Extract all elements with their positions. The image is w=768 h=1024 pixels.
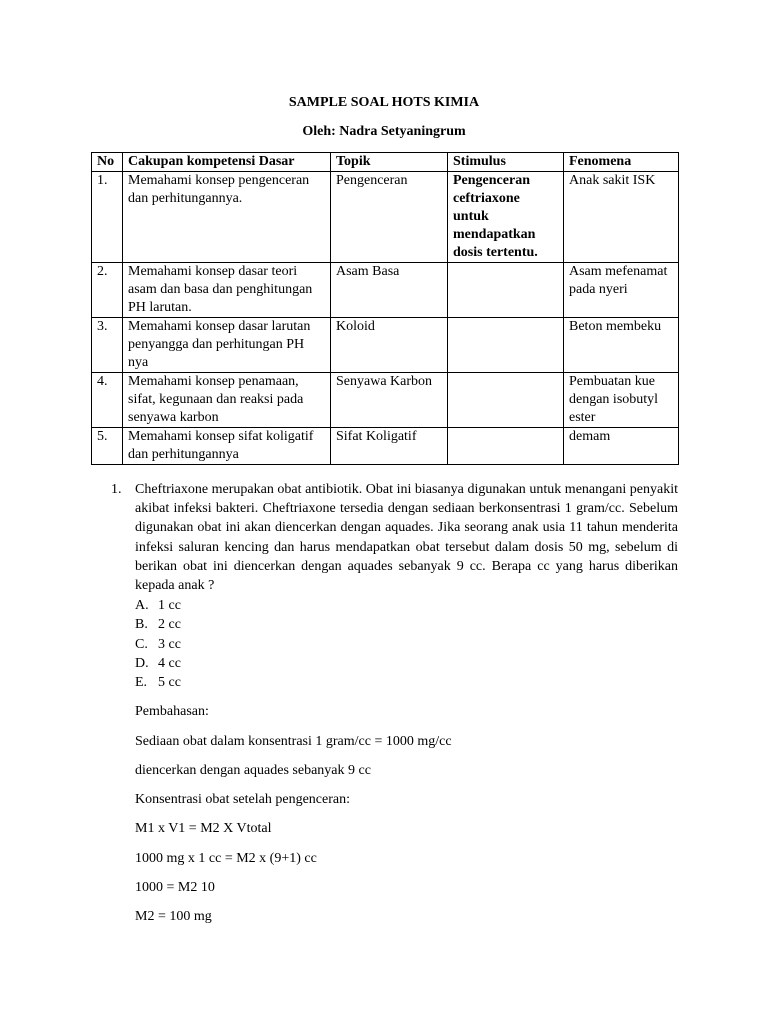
document-title: SAMPLE SOAL HOTS KIMIA — [288, 95, 480, 110]
discussion-line: Sediaan obat dalam konsentrasi 1 gram/cc = 1000 mg/cc — [135, 734, 452, 749]
table-row — [92, 263, 679, 318]
option-text: 1 cc — [158, 598, 181, 613]
table-row — [92, 373, 679, 428]
cell-fenomena: Pembuatan kue dengan isobutyl ester — [564, 373, 679, 428]
option-label: C. — [135, 636, 148, 652]
header-fenomena: Fenomena — [564, 153, 679, 172]
cell-fenomena: Beton membeku — [564, 318, 679, 373]
cell-no: 1. — [92, 172, 123, 263]
table-row — [92, 172, 679, 263]
option-label: A. — [135, 598, 149, 613]
table-header-row — [92, 153, 679, 172]
discussion-line: 1000 mg x 1 cc = M2 x (9+1) cc — [135, 851, 317, 866]
discussion-line: diencerkan dengan aquades sebanyak 9 cc — [135, 763, 371, 778]
table-row — [92, 428, 679, 465]
cell-no: 2. — [92, 263, 123, 318]
cell-stimulus — [448, 263, 564, 318]
discussion-heading: Pembahasan: — [135, 704, 209, 719]
cell-kompetensi: Memahami konsep pengenceran dan perhitungannya. — [123, 172, 331, 263]
cell-topik: Pengenceran — [331, 172, 448, 263]
table-row — [92, 318, 679, 373]
cell-no: 3. — [92, 318, 123, 373]
cell-fenomena: demam — [564, 428, 679, 465]
option-text: 5 cc — [158, 675, 181, 691]
option-c — [135, 635, 181, 654]
option-text: 4 cc — [158, 655, 181, 671]
cell-no: 4. — [92, 373, 123, 428]
header-no: No — [92, 153, 123, 172]
option-e — [135, 673, 181, 692]
competency-table — [91, 152, 679, 465]
cell-stimulus: Pengenceran ceftriaxone untuk mendapatkan dosis tertentu. — [448, 172, 564, 263]
option-text: 3 cc — [158, 636, 181, 652]
option-b — [135, 615, 181, 634]
cell-topik: Sifat Koligatif — [331, 428, 448, 465]
cell-stimulus — [448, 318, 564, 373]
cell-stimulus — [448, 373, 564, 428]
cell-stimulus — [448, 428, 564, 465]
cell-kompetensi: Memahami konsep dasar larutan penyangga dan perhitungan PH nya — [123, 318, 331, 373]
option-label: E. — [135, 675, 148, 691]
discussion-line: M1 x V1 = M2 X Vtotal — [135, 821, 272, 836]
option-d — [135, 654, 181, 673]
option-label: D. — [135, 655, 149, 671]
discussion-line: Konsentrasi obat setelah pengenceran: — [135, 792, 350, 807]
header-stimulus: Stimulus — [448, 153, 564, 172]
answer-options — [135, 596, 181, 692]
question-text: Cheftriaxone merupakan obat antibiotik. Obat ini biasanya digunakan untuk menangani penyakit akibat infeksi bakteri. Cheftriaxone tersedia dengan sediaan berkonsentrasi 1 gram/cc. Sebelum digunakan obat ini akan diencerkan dengan aquades. Jika seorang anak usia 11 tahun menderita infeksi saluran kencing dan harus mendapatkan obat tersebut dalam dosis 50 mg, sebelum di berikan obat ini diencerkan dengan aquades sebanyak 9 cc. Berapa cc yang harus diberikan kepada anak ? — [135, 482, 678, 594]
cell-kompetensi: Memahami konsep penamaan, sifat, kegunaan dan reaksi pada senyawa karbon — [123, 373, 331, 428]
cell-fenomena: Asam mefenamat pada nyeri — [564, 263, 679, 318]
option-text: 2 cc — [158, 617, 181, 633]
header-kompetensi: Cakupan kompetensi Dasar — [123, 153, 331, 172]
question-1 — [111, 480, 678, 595]
cell-topik: Koloid — [331, 318, 448, 373]
discussion-line: M2 = 100 mg — [135, 909, 212, 924]
option-label: B. — [135, 617, 148, 633]
option-a — [135, 596, 181, 615]
cell-topik: Senyawa Karbon — [331, 373, 448, 428]
cell-kompetensi: Memahami konsep sifat koligatif dan perhitungannya — [123, 428, 331, 465]
cell-no: 5. — [92, 428, 123, 465]
discussion-line: 1000 = M2 10 — [135, 880, 215, 895]
cell-fenomena: Anak sakit ISK — [564, 172, 679, 263]
question-number: 1. — [111, 482, 122, 497]
cell-topik: Asam Basa — [331, 263, 448, 318]
cell-kompetensi: Memahami konsep dasar teori asam dan basa dan penghitungan PH larutan. — [123, 263, 331, 318]
header-topik: Topik — [331, 153, 448, 172]
document-author: Oleh: Nadra Setyaningrum — [302, 124, 466, 139]
